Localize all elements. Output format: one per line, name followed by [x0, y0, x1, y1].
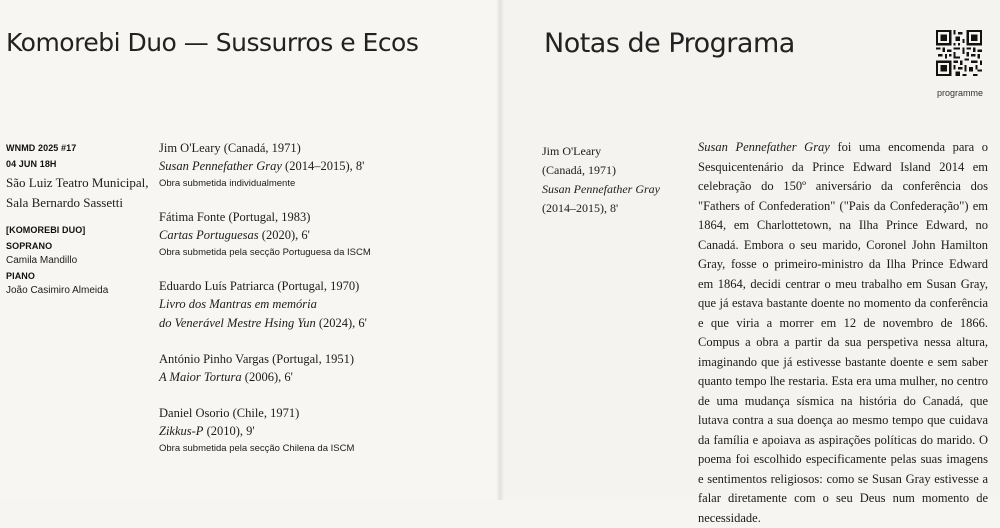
work-item: [159, 351, 489, 387]
credit-work: Susan Pennefather Gray: [542, 182, 660, 196]
work-note: Obra submetida pela secção Chilena da ISCM: [159, 443, 355, 454]
concert-info: [6, 140, 151, 298]
qr-code-icon[interactable]: [936, 30, 982, 76]
work-item: [159, 140, 489, 191]
work-title: Zikkus-P (2010), 9': [159, 424, 255, 438]
performer-soprano: Camila Mandillo: [6, 255, 78, 266]
work-note: Obra submetida pela secção Portuguesa da ISCM: [159, 247, 371, 258]
works-list: [159, 140, 489, 474]
work-title: A Maior Tortura (2006), 6': [159, 370, 293, 384]
right-page: [500, 0, 1000, 525]
work-title-line-2: do Venerável Mestre Hsing Yun (2024), 6': [159, 316, 367, 330]
work-composer: Fátima Fonte (Portugal, 1983): [159, 210, 311, 224]
work-composer: Jim O'Leary (Canadá, 1971): [159, 141, 301, 155]
work-item: [159, 405, 489, 456]
work-title: Livro dos Mantras em memória: [159, 297, 317, 311]
role-piano: PIANO: [6, 271, 36, 281]
credit-composer: Jim O'Leary: [542, 144, 602, 158]
ensemble-name: [KOMOREBI DUO]: [6, 225, 86, 235]
work-note: Obra submetida individualmente: [159, 178, 296, 189]
work-title: Susan Pennefather Gray (2014–2015), 8': [159, 159, 365, 173]
work-credit: [542, 142, 692, 218]
work-title: Cartas Portuguesas (2020), 6': [159, 228, 310, 242]
work-item: [159, 278, 489, 333]
work-item: [159, 209, 489, 260]
left-page: [0, 0, 500, 500]
program-notes-title: Notas de Programa: [544, 28, 795, 59]
role-soprano: SOPRANO: [6, 241, 53, 251]
note-body: foi uma encomenda para o Sesquicentenário da Prince Edward Island 2014 em celebração do 150º aniversário da conferência dos "Fathers of Confederation" ("Pais da Confederação") em 1864, em Charlottetown, na Ilha Prince Edward, no Canadá. Embora o seu marido, Coronel John Hamilton Gray, fosse o primeiro-ministro da Ilha Prince Edward em 1864, decidi centrar o meu trabalho em Susan Gray, que já estava bastante doente no momento da conferência e que viria a morrer em 12 de novembro de 1866. Compus a obra a partir da sua perspetiva nessa altura, imaginando que já estivesse bastante doente e sem saber quanto tempo lhe restaria. Esta era uma mulher, no centro de uma mudança sísmica na história do Canadá, que lutava contra a sua doença ao mesmo tempo que cuidava da família e apoiava as aspirações políticas do marido. O poema foi escolhido especificamente pelas suas imagens e sentimentos religiosos: como se Susan Gray estivesse a falar diretamente com o seu Deus num momento de necessidade.: [698, 140, 988, 525]
credit-years: (2014–2015), 8': [542, 201, 619, 215]
work-composer: Eduardo Luís Patriarca (Portugal, 1970): [159, 279, 360, 293]
qr-label: programme: [936, 88, 983, 98]
event-date-time: 04 JUN 18H: [6, 159, 57, 169]
concert-title: Komorebi Duo — Sussurros e Ecos: [6, 28, 419, 57]
page-fold: [496, 0, 504, 500]
work-composer: Daniel Osorio (Chile, 1971): [159, 406, 300, 420]
credit-country: (Canadá, 1971): [542, 163, 616, 177]
performer-piano: João Casimiro Almeida: [6, 285, 109, 296]
event-code: WNMD 2025 #17: [6, 143, 77, 153]
venue-line-1: São Luiz Teatro Municipal,: [6, 175, 149, 190]
venue-line-2: Sala Bernardo Sassetti: [6, 195, 123, 210]
program-note-text: [698, 138, 988, 528]
note-lead-title: Susan Pennefather Gray: [698, 140, 830, 154]
work-composer: António Pinho Vargas (Portugal, 1951): [159, 352, 355, 366]
